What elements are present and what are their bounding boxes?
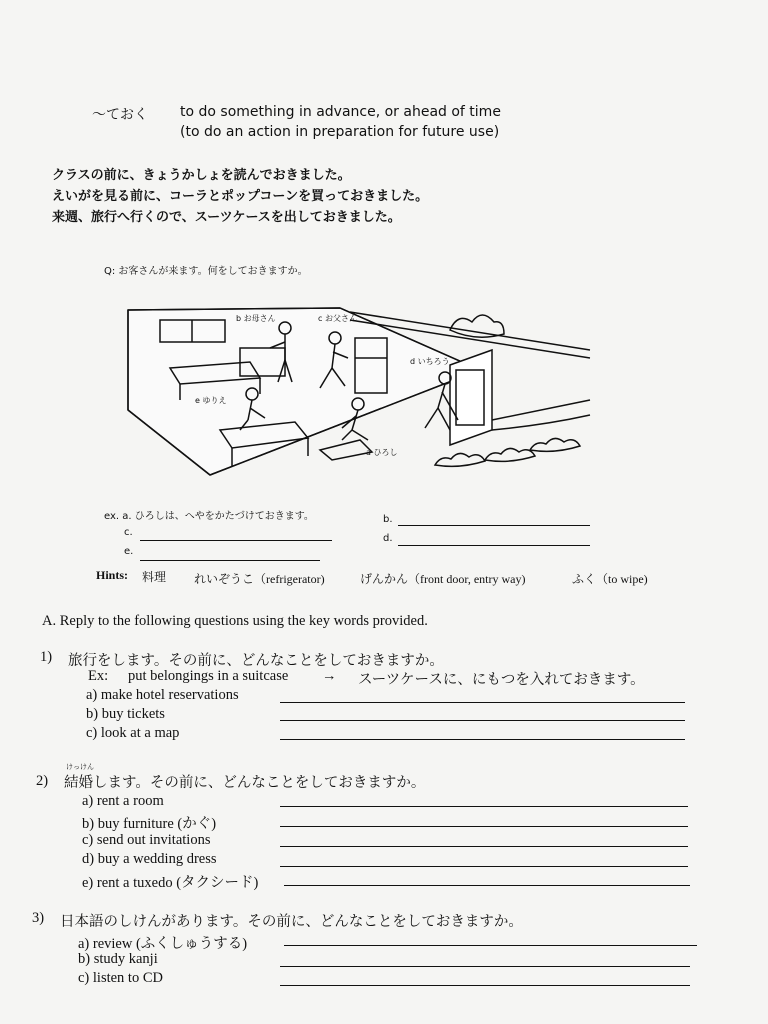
answer-c-line[interactable] xyxy=(140,540,332,541)
q1-example-en: put belongings in a suitcase xyxy=(128,668,289,684)
hint-3: げんかん（front door, entry way) xyxy=(360,572,526,586)
q1-number: 1) xyxy=(40,649,53,665)
answer-b-label: b. xyxy=(383,514,393,525)
q2-item-d: d) buy a wedding dress xyxy=(82,851,217,867)
q1-example-label: Ex: xyxy=(88,668,109,684)
q2-ruby: けっけん xyxy=(66,763,94,771)
grammar-meaning-1: to do something in advance, or ahead of time xyxy=(180,104,501,120)
answer-example: ex. a. ひろしは、へやをかたづけておきます。 xyxy=(104,511,314,522)
q2-item-b: b) buy furniture (かぐ) xyxy=(82,816,217,832)
q2-answer-line-d[interactable] xyxy=(280,866,688,867)
q2-answer-line-a[interactable] xyxy=(280,806,688,807)
label-e: e ゆりえ xyxy=(195,396,227,405)
q2-item-a: a) rent a room xyxy=(82,793,164,809)
label-c: c お父さん xyxy=(318,314,357,323)
q1-example-jp: スーツケースに、にもつを入れておきます。 xyxy=(358,672,645,688)
q3-answer-line-a[interactable] xyxy=(284,945,697,946)
q1-item-a: a) make hotel reservations xyxy=(86,687,239,703)
q3-item-b: b) study kanji xyxy=(78,951,158,967)
q2-answer-line-e[interactable] xyxy=(284,885,690,886)
q1-item-b: b) buy tickets xyxy=(86,706,165,722)
label-d: d いちろう xyxy=(410,357,450,366)
q2-answer-line-b[interactable] xyxy=(280,826,688,827)
hint-1: 料理 xyxy=(142,570,167,584)
q3-text: 日本語のしけんがあります。その前に、どんなことをしておきますか。 xyxy=(60,914,523,930)
label-a: a ひろし xyxy=(366,448,398,457)
answer-d-line[interactable] xyxy=(398,545,590,546)
q2-item-e: e) rent a tuxedo (タクシード) xyxy=(82,875,259,891)
label-b: b お母さん xyxy=(236,314,276,323)
arrow-icon: → xyxy=(322,668,337,684)
hint-2: れいぞうこ（refrigerator) xyxy=(194,572,325,586)
example-sentence-2: えいがを見る前に、コーラとポップコーンを買っておきました。 xyxy=(52,189,429,204)
answer-b-line[interactable] xyxy=(398,525,590,526)
answer-d-label: d. xyxy=(383,533,393,544)
example-sentence-1: クラスの前に、きょうかしょを読んでおきました。 xyxy=(52,168,351,183)
q2-item-c: c) send out invitations xyxy=(82,832,211,848)
q3-answer-line-b[interactable] xyxy=(280,966,690,967)
q1-answer-line-b[interactable] xyxy=(280,720,685,721)
answer-c-label: c. xyxy=(124,527,133,538)
answer-e-label: e. xyxy=(124,546,134,557)
section-a-instruction: A. Reply to the following questions using the key words provided. xyxy=(42,613,428,629)
grammar-pattern: 〜ておく xyxy=(92,107,148,123)
q3-number: 3) xyxy=(32,910,45,926)
q1-item-c: c) look at a map xyxy=(86,725,180,741)
grammar-meaning-2: (to do an action in preparation for future use) xyxy=(180,124,500,140)
q1-text: 旅行をします。その前に、どんなことをしておきますか。 xyxy=(68,653,444,669)
answer-e-line[interactable] xyxy=(140,560,320,561)
hint-4: ふく（to wipe) xyxy=(572,572,648,586)
q3-item-c: c) listen to CD xyxy=(78,970,163,986)
hints-label: Hints: xyxy=(96,568,129,582)
q1-answer-line-c[interactable] xyxy=(280,739,685,740)
q3-item-a: a) review (ふくしゅうする) xyxy=(78,936,248,952)
q3-answer-line-c[interactable] xyxy=(280,985,690,986)
house-illustration xyxy=(120,290,600,490)
q2-number: 2) xyxy=(36,773,49,789)
picture-question: Q: お客さんが来ます。何をしておきますか。 xyxy=(104,266,308,277)
q1-answer-line-a[interactable] xyxy=(280,702,685,703)
q2-text: 結婚します。その前に、どんなことをしておきますか。 xyxy=(64,775,426,791)
example-sentence-3: 来週、旅行へ行くので、スーツケースを出しておきました。 xyxy=(52,210,401,225)
q2-answer-line-c[interactable] xyxy=(280,846,688,847)
